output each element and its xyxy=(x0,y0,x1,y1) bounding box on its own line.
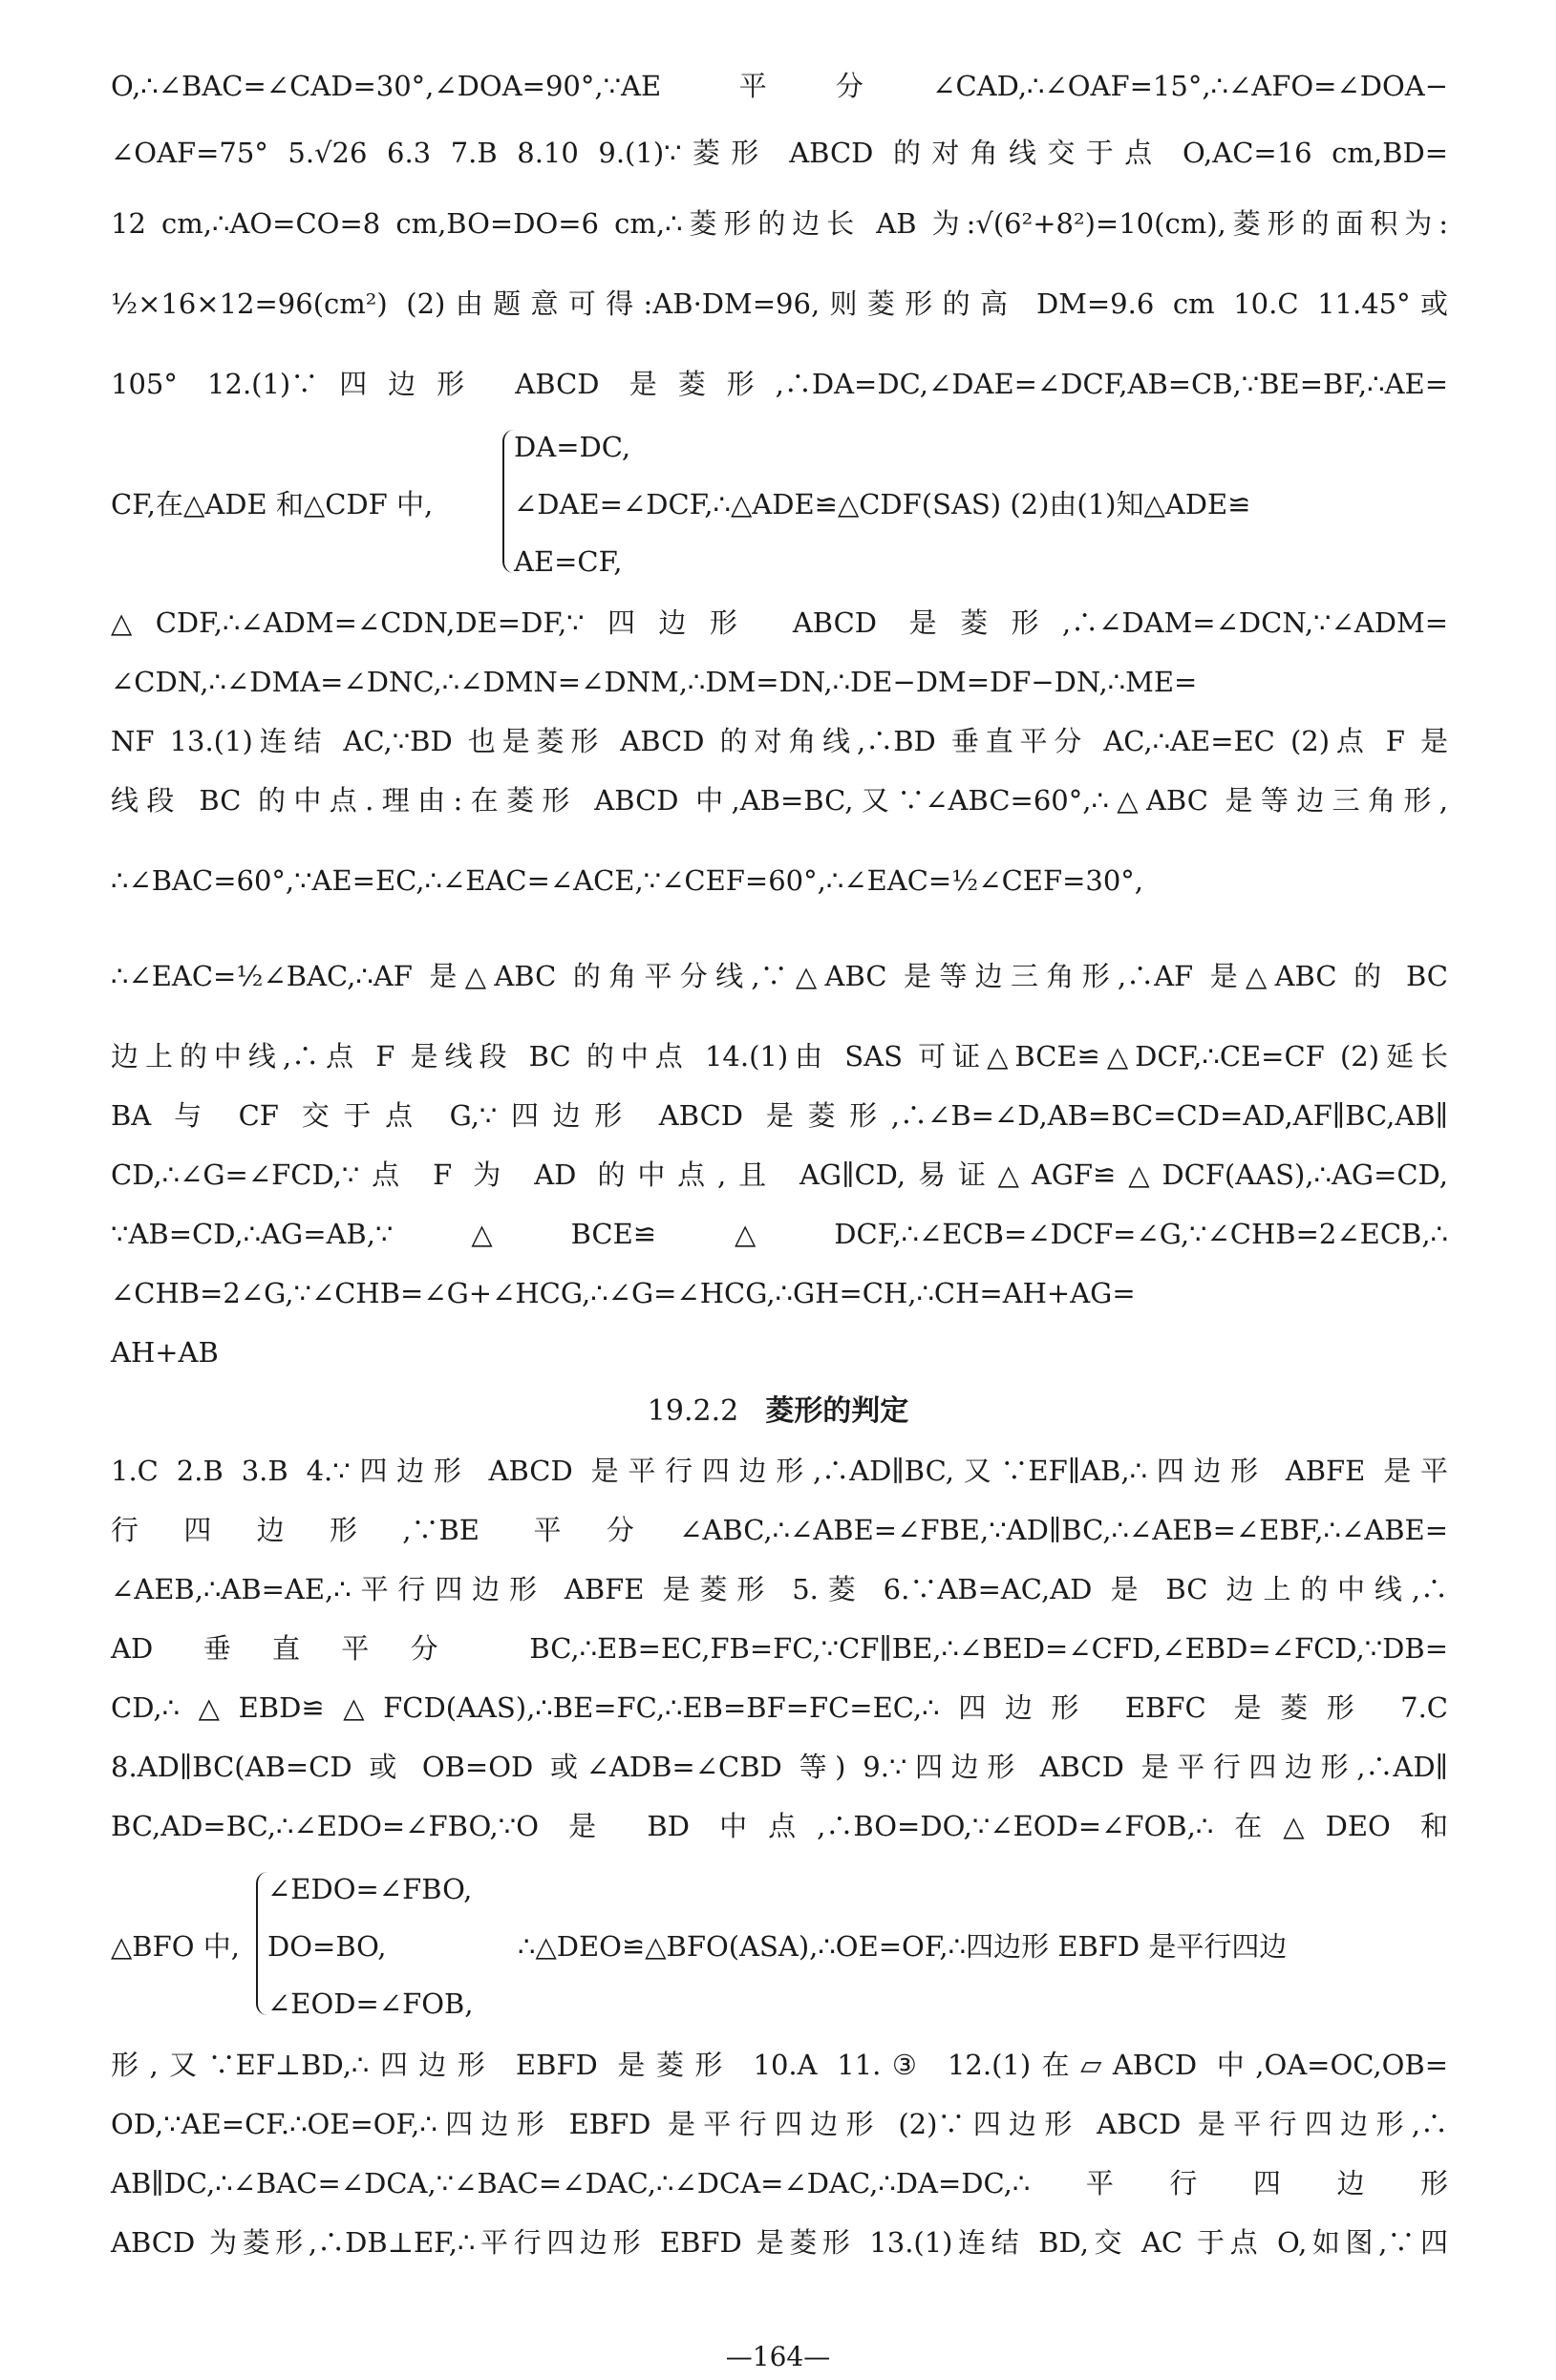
text-line: ∠CHB=2∠G,∵∠CHB=∠G+∠HCG,∴∠G=∠HCG,∴GH=CH,∴CH=AH+AG= xyxy=(111,1277,1136,1309)
section-heading xyxy=(0,1391,1556,1433)
page-number: —164— xyxy=(725,2341,831,2372)
system-row: AE=CF, xyxy=(514,545,623,578)
text-line: AB∥DC,∴∠BAC=∠DCA,∵∠BAC=∠DAC,∴∠DCA=∠DAC,∴DA=DC,∴平行四边形 xyxy=(111,2167,1448,2199)
system-row: ∠EDO=∠FBO, xyxy=(267,1873,473,1905)
text-line: ABCD 为菱形,∴DB⊥EF,∴平行四边形 EBFD 是菱形 13.(1)连结 BD,交 AC 于点 O,如图,∵四 xyxy=(111,2226,1448,2259)
curly-brace xyxy=(502,430,514,573)
text-line: AH+AB xyxy=(111,1336,219,1369)
text-line: 行四边形,∵BE 平分∠ABC,∴∠ABE=∠FBE,∵AD∥BC,∴∠AEB=∠EBF,∴∠ABE= xyxy=(111,1514,1448,1546)
text-line: CD,∴∠G=∠FCD,∵点 F 为 AD 的中点,且 AG∥CD,易证△AGF≌△DCF(AAS),∴AG=CD, xyxy=(111,1158,1448,1191)
system-tail-text: ∴△DEO≌△BFO(ASA),∴OE=OF,∴四边形 EBFD 是平行四边 xyxy=(518,1930,1288,1963)
text-line: ½×16×12=96(cm²) (2)由题意可得:AB·DM=96,则菱形的高 DM=9.6 cm 10.C 11.45°或 xyxy=(111,287,1448,320)
text-line: 12 cm,∴AO=CO=8 cm,BO=DO=6 cm,∴菱形的边长 AB 为:√(6²+8²)=10(cm),菱形的面积为: xyxy=(111,207,1448,240)
text-line: 线段 BC 的中点.理由:在菱形 ABCD 中,AB=BC,又∵∠ABC=60°,∴△ABC 是等边三角形, xyxy=(111,784,1448,817)
system-row: ∠EOD=∠FOB, xyxy=(267,1987,474,2020)
text-line: 105° 12.(1)∵四边形 ABCD 是菱形,∴DA=DC,∠DAE=∠DCF,AB=CB,∵BE=BF,∴AE= xyxy=(111,368,1448,400)
text-line: ∴∠EAC=½∠BAC,∴AF 是△ABC 的角平分线,∵△ABC 是等边三角形,∴AF 是△ABC 的 BC xyxy=(111,960,1448,992)
text-line: ∴∠BAC=60°,∵AE=EC,∴∠EAC=∠ACE,∵∠CEF=60°,∴∠EAC=½∠CEF=30°, xyxy=(111,864,1143,897)
text-line: ∵AB=CD,∴AG=AB,∵△BCE≌△DCF,∴∠ECB=∠DCF=∠G,∵∠CHB=2∠ECB,∴ xyxy=(111,1218,1448,1250)
text-line: CD,∴△EBD≌△FCD(AAS),∴BE=FC,∴EB=BF=FC=EC,∴四边形 EBFC 是菱形 7.C xyxy=(111,1691,1448,1724)
text-line: BC,AD=BC,∴∠EDO=∠FBO,∵O 是 BD 中点,∴BO=DO,∵∠EOD=∠FOB,∴在△DEO 和 xyxy=(111,1810,1448,1842)
section-title: 菱形的判定 xyxy=(765,1394,909,1428)
equation-system-2 xyxy=(111,1868,1448,2025)
system-lead-text: △BFO 中, xyxy=(111,1930,240,1963)
text-line: NF 13.(1)连结 AC,∵BD 也是菱形 ABCD 的对角线,∴BD 垂直平分 AC,∴AE=EC (2)点 F 是 xyxy=(111,725,1448,757)
text-line: △CDF,∴∠ADM=∠CDN,DE=DF,∵四边形 ABCD 是菱形,∴∠DAM=∠DCN,∵∠ADM= xyxy=(111,606,1448,639)
curly-brace xyxy=(256,1872,267,2015)
text-line: OD,∵AE=CF.∴OE=OF,∴四边形 EBFD 是平行四边形 (2)∵四边形 ABCD 是平行四边形,∴ xyxy=(111,2108,1448,2140)
system-row: DO=BO, xyxy=(267,1930,387,1963)
text-line: ∠OAF=75° 5.√26 6.3 7.B 8.10 9.(1)∵菱形 ABCD 的对角线交于点 O,AC=16 cm,BD= xyxy=(111,137,1448,169)
system-row: ∠DAE=∠DCF,∴△ADE≌△CDF(SAS) (2)由(1)知△ADE≌ xyxy=(514,488,1251,521)
system-lead-text: CF,在△ADE 和△CDF 中, xyxy=(111,488,434,521)
text-line: 形,又∵EF⊥BD,∴四边形 EBFD 是菱形 10.A 11.③ 12.(1)在▱ABCD 中,OA=OC,OB= xyxy=(111,2049,1448,2081)
system-row: DA=DC, xyxy=(514,431,631,463)
equation-system-1 xyxy=(111,426,1448,583)
text-line: 8.AD∥BC(AB=CD 或 OB=OD 或∠ADB=∠CBD 等) 9.∵四边形 ABCD 是平行四边形,∴AD∥ xyxy=(111,1751,1448,1783)
text-line: ∠CDN,∴∠DMA=∠DNC,∴∠DMN=∠DNM,∴DM=DN,∴DE−DM=DF−DN,∴ME= xyxy=(111,666,1198,698)
section-number: 19.2.2 xyxy=(647,1394,739,1428)
text-line: AD 垂直平分 BC,∴EB=EC,FB=FC,∵CF∥BE,∴∠BED=∠CFD,∠EBD=∠FCD,∵DB= xyxy=(111,1632,1448,1665)
text-line: BA 与 CF 交于点 G,∵四边形 ABCD 是菱形,∴∠B=∠D,AB=BC=CD=AD,AF∥BC,AB∥ xyxy=(111,1099,1448,1132)
text-line: ∠AEB,∴AB=AE,∴平行四边形 ABFE 是菱形 5.菱 6.∵AB=AC,AD 是 BC 边上的中线,∴ xyxy=(111,1573,1448,1605)
text-line: 1.C 2.B 3.B 4.∵四边形 ABCD 是平行四边形,∴AD∥BC,又∵EF∥AB,∴四边形 ABFE 是平 xyxy=(111,1455,1448,1487)
text-line: O,∴∠BAC=∠CAD=30°,∠DOA=90°,∵AE 平分∠CAD,∴∠OAF=15°,∴∠AFO=∠DOA− xyxy=(111,70,1448,102)
text-line: 边上的中线,∴点 F 是线段 BC 的中点 14.(1)由 SAS 可证△BCE≌△DCF,∴CE=CF (2)延长 xyxy=(111,1040,1448,1073)
